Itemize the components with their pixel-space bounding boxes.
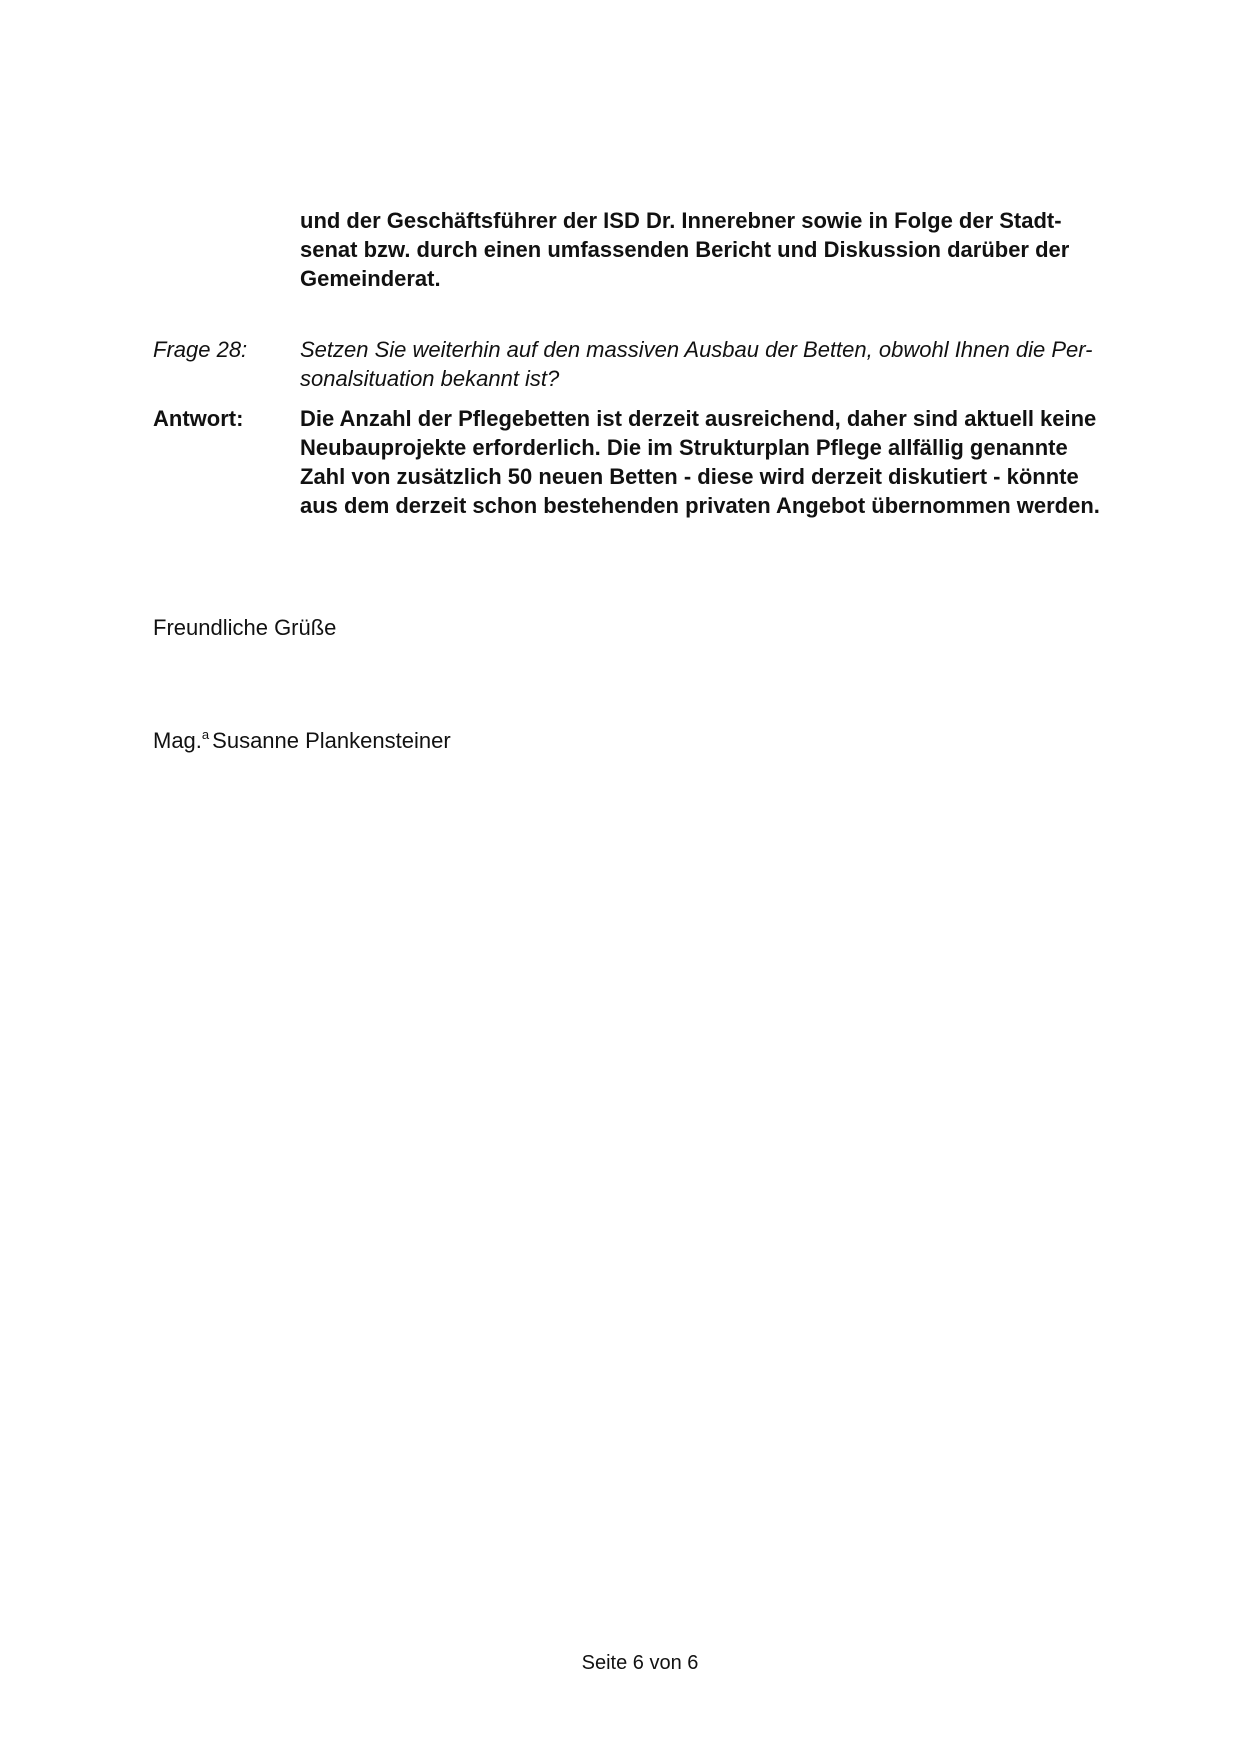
closing-greeting: Freundliche Grüße bbox=[153, 615, 337, 640]
answer-text bbox=[300, 404, 1143, 520]
question-text bbox=[300, 335, 1143, 393]
continued-answer-line: und der Geschäftsführer der ISD Dr. Innerebner sowie in Folge der Stadt- bbox=[300, 208, 1062, 233]
question-label: Frage 28: bbox=[153, 337, 248, 362]
continued-answer-line: senat bzw. durch einen umfassenden Bericht und Diskussion darüber der bbox=[300, 237, 1070, 262]
question-line: Setzen Sie weiterhin auf den massiven Ausbau der Betten, obwohl Ihnen die Per- bbox=[300, 337, 1093, 362]
continued-answer-text bbox=[300, 206, 1143, 293]
signature-name: Susanne Plankensteiner bbox=[212, 728, 451, 753]
answer-line: Neubauprojekte erforderlich. Die im Strukturplan Pflege allfällig genannte bbox=[300, 435, 1068, 460]
answer-line: aus dem derzeit schon bestehenden privaten Angebot übernommen werden. bbox=[300, 493, 1100, 518]
page-number-footer: Seite 6 von 6 bbox=[581, 1652, 699, 1674]
answer-line: Die Anzahl der Pflegebetten ist derzeit ausreichend, daher sind aktuell keine bbox=[300, 406, 1097, 431]
answer-line: Zahl von zusätzlich 50 neuen Betten - diese wird derzeit diskutiert - könnte bbox=[300, 464, 1079, 489]
continued-answer-line: Gemeinderat. bbox=[300, 266, 441, 291]
signature bbox=[153, 726, 451, 755]
signature-title-superscript: a bbox=[201, 727, 210, 742]
question-line: sonalsituation bekannt ist? bbox=[300, 366, 560, 391]
answer-label: Antwort: bbox=[153, 406, 244, 431]
signature-title: Mag. bbox=[153, 728, 202, 753]
